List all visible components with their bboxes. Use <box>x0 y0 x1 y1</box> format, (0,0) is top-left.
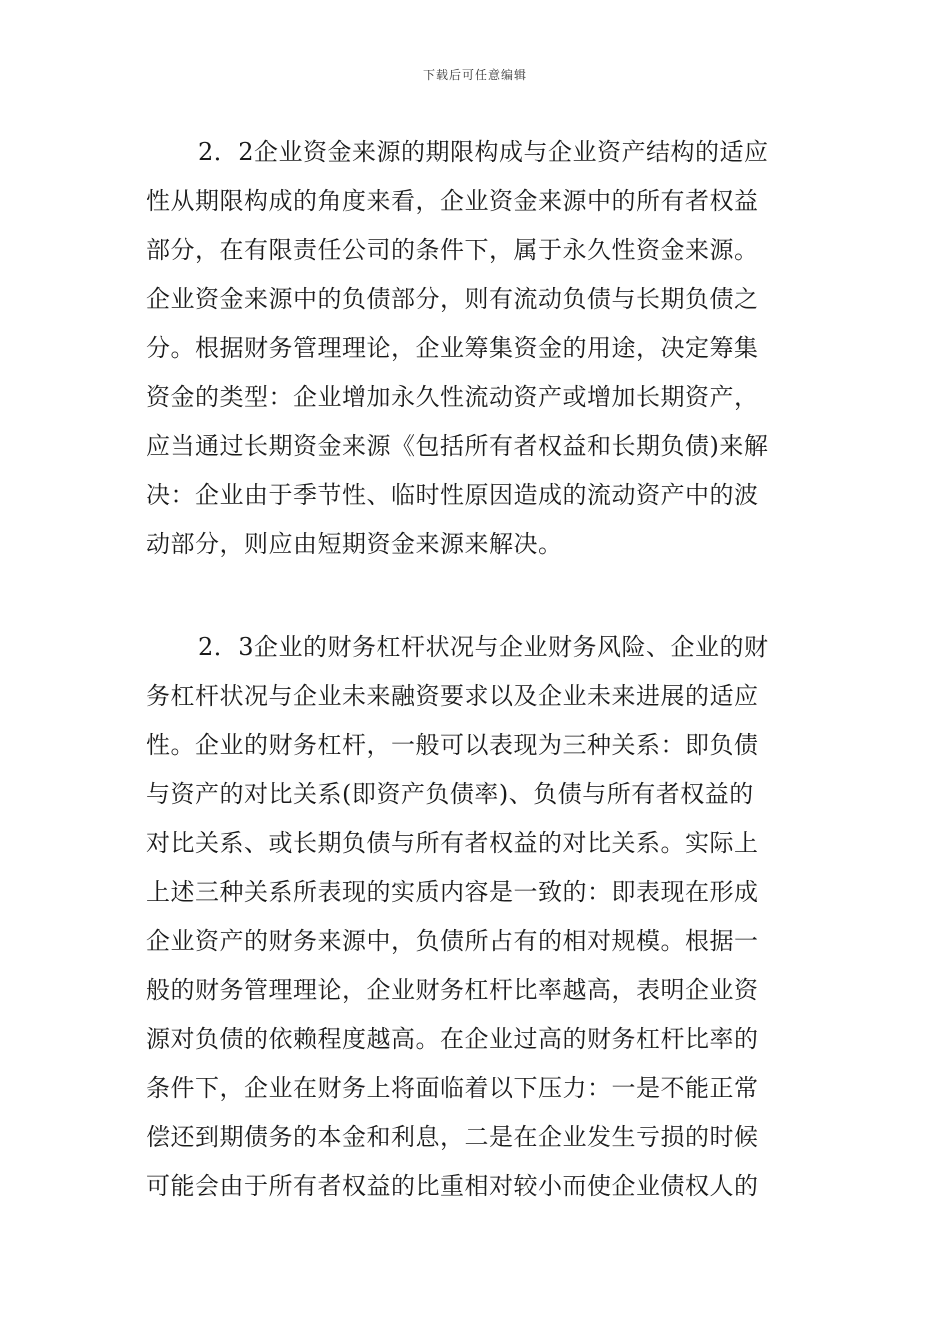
paragraph-line: 2．3企业的财务杠杆状况与企业财务风险、企业的财 <box>198 633 769 661</box>
paragraph-line: 条件下，企业在财务上将面临着以下压力：一是不能正常 <box>146 1074 759 1102</box>
paragraph-2-3 <box>146 623 810 1211</box>
paragraph-line: 决：企业由于季节性、临时性原因造成的流动资产中的波 <box>146 481 759 509</box>
paragraph-line: 可能会由于所有者权益的比重相对较小而使企业债权人的 <box>146 1172 759 1200</box>
paragraph-line: 资金的类型：企业增加永久性流动资产或增加长期资产， <box>146 383 759 411</box>
paragraph-line: 性从期限构成的角度来看，企业资金来源中的所有者权益 <box>146 187 759 215</box>
paragraph-line: 偿还到期债务的本金和利息，二是在企业发生亏损的时候 <box>146 1123 759 1151</box>
paragraph-2-2 <box>146 128 810 569</box>
paragraph-line: 上述三种关系所表现的实质内容是一致的：即表现在形成 <box>146 878 759 906</box>
paragraph-line: 企业资产的财务来源中，负债所占有的相对规模。根据一 <box>146 927 759 955</box>
paragraph-line: 分。根据财务管理理论，企业筹集资金的用途，决定筹集 <box>146 334 759 362</box>
paragraph-line: 动部分，则应由短期资金来源来解决。 <box>146 530 563 558</box>
paragraph-line: 2．2企业资金来源的期限构成与企业资产结构的适应 <box>198 138 769 166</box>
paragraph-line: 应当通过长期资金来源《包括所有者权益和长期负债)来解 <box>146 432 769 460</box>
paragraph-line: 与资产的对比关系(即资产负债率)、负债与所有者权益的 <box>146 780 754 808</box>
paragraph-line: 对比关系、或长期负债与所有者权益的对比关系。实际上 <box>146 829 759 857</box>
paragraph-line: 源对负债的依赖程度越高。在企业过高的财务杠杆比率的 <box>146 1025 759 1053</box>
paragraph-line: 般的财务管理理论，企业财务杠杆比率越高，表明企业资 <box>146 976 759 1004</box>
paragraph-line: 企业资金来源中的负债部分，则有流动负债与长期负债之 <box>146 285 759 313</box>
paragraph-line: 部分，在有限责任公司的条件下，属于永久性资金来源。 <box>146 236 759 264</box>
paragraph-line: 性。企业的财务杠杆，一般可以表现为三种关系：即负债 <box>146 731 759 759</box>
header-note: 下载后可任意编辑 <box>422 68 527 82</box>
paragraph-line: 务杠杆状况与企业未来融资要求以及企业未来进展的适应 <box>146 682 759 710</box>
